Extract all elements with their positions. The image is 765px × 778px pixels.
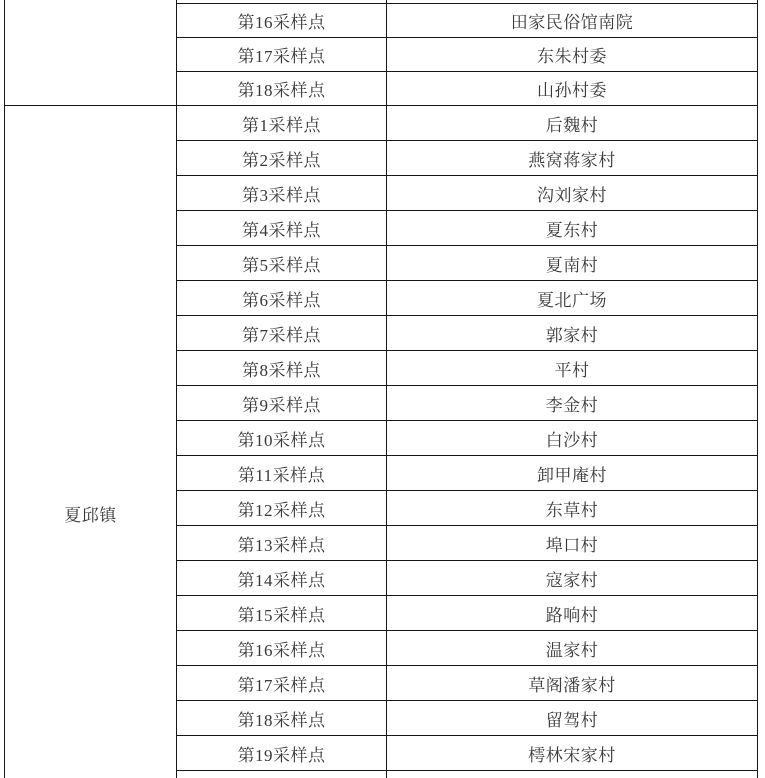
sampling-point-cell: 第1采样点 (177, 106, 387, 141)
location-cell-clipped (387, 771, 758, 778)
location-cell: 白沙村 (387, 421, 758, 456)
location-cell: 东朱村委 (387, 38, 758, 72)
sampling-point-cell: 第15采样点 (177, 596, 387, 631)
location-cell: 路响村 (387, 596, 758, 631)
sampling-point-cell: 第6采样点 (177, 281, 387, 316)
sampling-point-cell: 第10采样点 (177, 421, 387, 456)
location-cell: 夏东村 (387, 211, 758, 246)
location-cell: 夏南村 (387, 246, 758, 281)
sampling-point-cell: 第13采样点 (177, 526, 387, 561)
town-cell (5, 106, 177, 778)
location-cell: 温家村 (387, 631, 758, 666)
table-body (5, 0, 758, 778)
sampling-point-cell: 第14采样点 (177, 561, 387, 596)
location-cell: 郭家村 (387, 316, 758, 351)
location-cell: 李金村 (387, 386, 758, 421)
sampling-point-cell: 第9采样点 (177, 386, 387, 421)
sampling-point-cell: 第16采样点 (177, 631, 387, 666)
sampling-point-cell: 第5采样点 (177, 246, 387, 281)
sampling-point-cell: 第11采样点 (177, 456, 387, 491)
sampling-point-cell: 第17采样点 (177, 38, 387, 72)
table-row (5, 106, 758, 141)
location-cell: 沟刘家村 (387, 176, 758, 211)
sampling-table (4, 0, 758, 778)
sampling-point-cell: 第18采样点 (177, 701, 387, 736)
sampling-point-cell: 第17采样点 (177, 666, 387, 701)
location-cell: 卸甲庵村 (387, 456, 758, 491)
sampling-point-cell: 第7采样点 (177, 316, 387, 351)
sampling-point-cell: 第8采样点 (177, 351, 387, 386)
location-cell: 山孙村委 (387, 72, 758, 106)
location-cell: 燕窝蒋家村 (387, 141, 758, 176)
sampling-point-cell: 第18采样点 (177, 72, 387, 106)
location-cell: 留驾村 (387, 701, 758, 736)
town-label: 夏邱镇 (64, 506, 117, 525)
location-cell: 樗林宋家村 (387, 736, 758, 771)
location-cell: 草阁潘家村 (387, 666, 758, 701)
location-cell: 寇家村 (387, 561, 758, 596)
sampling-point-cell: 第2采样点 (177, 141, 387, 176)
location-cell: 埠口村 (387, 526, 758, 561)
location-cell: 后魏村 (387, 106, 758, 141)
sampling-point-cell: 第12采样点 (177, 491, 387, 526)
sampling-point-cell: 第16采样点 (177, 4, 387, 38)
sampling-point-cell: 第4采样点 (177, 211, 387, 246)
location-cell: 夏北广场 (387, 281, 758, 316)
location-cell: 东草村 (387, 491, 758, 526)
town-cell-empty (5, 0, 177, 106)
sampling-point-cell: 第19采样点 (177, 736, 387, 771)
sampling-point-cell: 第3采样点 (177, 176, 387, 211)
location-cell: 平村 (387, 351, 758, 386)
location-cell: 田家民俗馆南院 (387, 4, 758, 38)
sampling-point-cell-clipped (177, 771, 387, 778)
